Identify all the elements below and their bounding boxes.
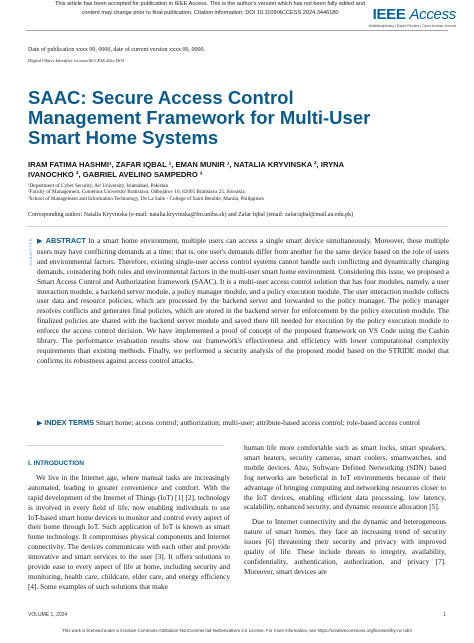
license-notice: This work is licensed under a Creative Commons Attribution-NonCommercial-NoDerivatives 4.0 License. For more information, see https://creativecommons.org/licenses/by-nc-nd/4 [62,628,412,633]
spine-label: SUBMITTED [28,238,33,266]
corresponding-author: Corresponding author: Natalia Kryvinska (e-mail: natalia.kryvinska@fm.uniba.sk) and Zafar Iqbal (email: zafar.iqbal@mail.au.edu.pk) [28,212,354,218]
logo-tagline: Multidisciplinary | Rapid Review | Open Access Journal [368,24,456,28]
title-line-2: Management Framework for Multi-User [28,107,371,128]
notice-line-1: This article has been accepted for publication in IEEE Access. This is the author's version which has not been fully edited and [54,1,366,7]
section-heading-introduction: I. INTRODUCTION [28,460,85,467]
abstract-top-rule [26,226,448,227]
intro-paragraph-2: Due to Internet connectivity and the dynamic and heterogeneous nature of smart homes, they face an increasing trend of security issues [6] threatening their security and privacy with improved quality of life. These include threats to integrity, availability, confidentiality, authentication, authorization, and privacy [7]. Moreover, smart devices are [244,517,446,576]
ieee-access-logo [369,6,456,28]
title-line-3: Smart Home Systems [28,127,219,148]
triangle-marker-icon: ▶ [37,237,44,245]
volume-label: VOLUME 1, 2024 [28,612,68,618]
notice-line-2: content may change prior to final publication. Citation information: DOI 10.1109/ACCESS.2024.3446180 [81,10,339,16]
title-line-1: SAAC: Secure Access Control [28,87,294,108]
publication-dates: Date of publication xxxx 00, 0000, date of current version xxxx 00, 0000. [28,47,205,53]
index-bottom-rule [26,445,224,446]
publication-notice [40,0,380,18]
abstract [37,236,449,366]
affiliation-3: ³School of Management and Information Technology, De La Salle - College of Saint Benilde, Manila, Philippines [28,195,264,202]
page-footer [28,612,446,618]
affiliation-1: ¹Department of Cyber Security, Air University, Islamabad, Pakistan [28,183,169,189]
logo-wordmark [369,6,456,23]
page-number: 1 [443,612,446,618]
authors-line-2: IVANOCHKO ², GABRIEL AVELINO SAMPEDRO ³ [28,170,203,179]
paper-title [28,88,448,148]
authors-line-1: IRAM FATIMA HASHMI¹, ZAFAR IQBAL ¹, EMAN MUNIR ¹, NATALIA KRYVINSKA ², IRYNA [28,160,345,169]
right-column [244,443,446,577]
affiliations [28,183,448,202]
doi-line: Digital Object Identifier xx.xxxx/ACCESS.20xx.DOI [28,58,124,63]
intro-paragraph-continued: human life more comfortable such as smart locks, smart speakers, smart heaters, security cameras, smart coolers, smartwatches, and mobile devices. Also, Software Defined Networking (SDN) based fog networks are beneficial in IoT environments because of their advantage of bringing computing and networking resources closer to the IoT devices, enabling efficient data processing, low latency, scalability, enhanced security, and dynamic resource allocation [5]. [244,443,446,512]
index-terms-heading: INDEX TERMS [44,418,95,427]
index-terms [37,418,449,429]
abstract-text: In a smart home environment, multiple users can access a single smart device simultaneously. Moreover, these multiple users may have conflicting demands at a time; that is, one user's demands differ from another for the same device based on the role of users and environmental factors. Therefore, existing single-user access control systems cannot handle such conflicting and dynamically changing demands, considering both roles and environmental factors in the multi-user smart home environment. Considering this issue, we proposed a Smart Access Control and Authorization framework (SAAC). It is a multi-user access control solution that has four modules, namely, a user interaction module, a backend server module, a policy manager module, and a policy execution module. The user interaction module collects user data and resource policies, which are processed by the backend server and forwarded to the policy manager. The policy manager resolves conflicts and generates final policies, which are stored in the backend server for enforcement by the policy execution module. The finalized policies are shared with the backend server module and saved there till needed for execution by the policy execution module to enforce the access control decision. We have implemented a proof of concept of the proposed framework on VS Code using the Casbin library. The performance evaluation results show our framework's effectiveness and efficiency with lower computational complexity requirements than existing methods. Finally, we performed a security analysis of the proposed model based on the STRIDE model that confirms its robustness against access control attacks. [37,236,450,365]
intro-paragraph-1: We live in the Internet age, where manual tasks are increasingly automated, leading to greater convenience and comfort. With the rapid development of the Internet of Things (IoT) [1] [2], technology is involved in every field of life, now enabling individuals to use IoT-based smart home devices to monitor and control every aspect of their home through IoT. Such application of IoT is known as smart home technology. It compromises physical components and Internet connectivity. The devices communicate with each other and provide innovative and smart services to the user [3]. It offers solutions to provide ease to every aspect of life at home, including security and monitoring, health care, childcare, elder care, and energy efficiency [4]. Some examples of such solutions that make [28,472,230,591]
affiliation-2: ²Faculty of Management, Comenius University Bratislava, Odbojárov 10, 82005 Bratislava 25, Slovakia [28,189,245,196]
logo-brand-italic: Access [409,6,456,23]
author-list [28,160,448,180]
abstract-heading: ABSTRACT [45,236,86,245]
index-terms-text: Smart home; access control; authorization; multi-user; attribute-based access control; role-based access control [95,418,420,427]
left-column [28,459,230,592]
triangle-marker-icon: ▶ [37,419,43,427]
logo-brand: IEEE [372,6,406,23]
header-divider [26,30,448,31]
